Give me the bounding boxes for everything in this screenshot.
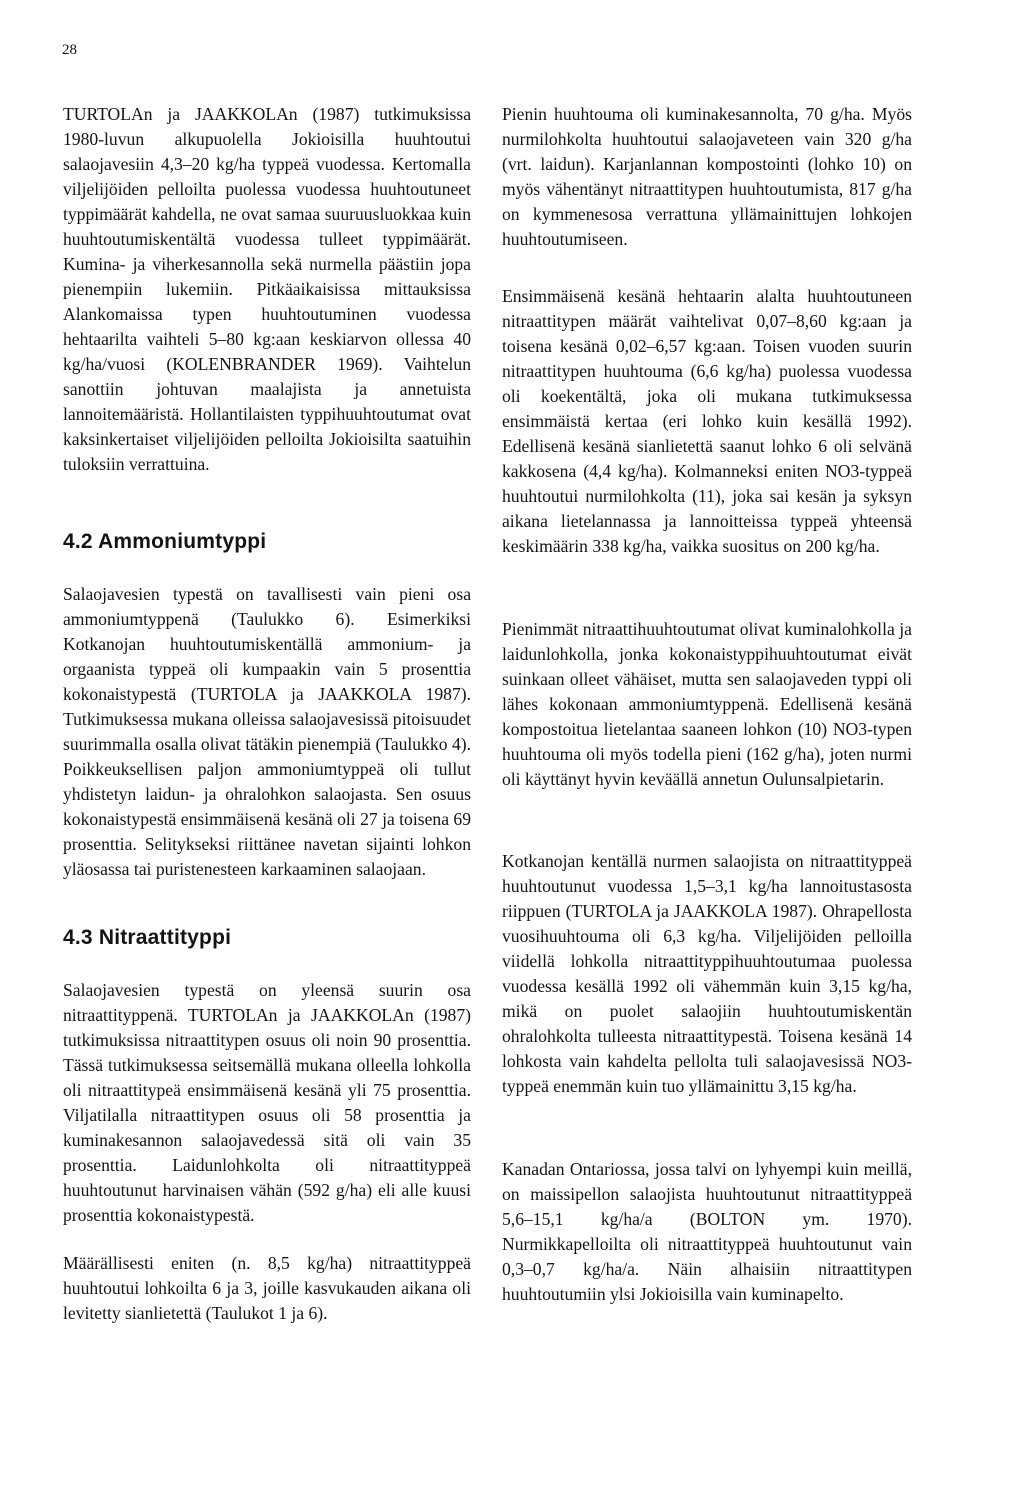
right-column	[502, 102, 912, 1307]
section-heading: 4.2 Ammoniumtyppi	[63, 530, 267, 553]
paragraph: Määrällisesti eniten (n. 8,5 kg/ha) nitraattityppeä huuhtoutui lohkoilta 6 ja 3, joille kasvukauden aikana oli levitetty sianlietettä (Taulukot 1 ja 6).	[63, 1253, 471, 1323]
paragraph: Salaojavesien typestä on yleensä suurin osa nitraattityppenä. TURTOLAn ja JAAKKOLAn (1987) tutkimuksissa nitraattitypen osuus oli noin 90 prosenttia. Tässä tutkimuksessa seitsemällä mukana olleella lohkolla oli nitraattitypeä ensimmäisenä kesänä yli 75 prosenttia. Viljatilalla nitraattitypen osuus oli 58 prosenttia ja kuminakesannon salaojavedessä sitä oli vain 35 prosenttia. Laidunlohkolta oli nitraattityppeä huuhtoutunut harvinaisen vähän (592 g/ha) eli alle kuusi prosenttia kokonaistypestä.	[63, 980, 471, 1225]
page-number: 28	[62, 42, 77, 58]
paragraph: Kotkanojan kentällä nurmen salaojista on nitraattityppeä huuhtoutunut vuodessa 1,5–3,1 kg/ha lannoitustasosta riippuen (TURTOLA ja JAAKKOLA 1987). Ohrapellosta vuosihuuhtouma oli 6,3 kg/ha. Viljelijöiden pelloilla viidellä lohkolla nitraattityppihuuhtoutumaa puolessa vuodessa kesällä 1992 oli vähemmän kuin 3,15 kg/ha, mikä on puolet salaojiin huuhtoutumiskentän ohralohkolta tulleesta nitraattitypestä. Toisena kesänä 14 lohkosta vain kahdelta pellolta tuli salaojavesissä NO3-typpeä enemmän kuin tuo yllämainittu 3,15 kg/ha.	[502, 851, 912, 1096]
paragraph: Pienimmät nitraattihuuhtoutumat olivat kuminalohkolla ja laidunlohkolla, jonka kokonaistyppihuuhtoutumat eivät suinkaan olleet vähäiset, mutta sen salaojaveden typpi oli lähes kokonaan ammoniumtyppenä. Edellisenä kesänä kompostoitua lietelantaa saaneen lohkon (10) NO3-typen huuhtouma oli myös todella pieni (162 g/ha), joten nurmi oli käyttänyt hyvin keväällä annetun Oulunsalpietarin.	[502, 619, 912, 789]
paragraph: Kanadan Ontariossa, jossa talvi on lyhyempi kuin meillä, on maissipellon salaojista huuhtoutunut nitraattityppeä 5,6–15,1 kg/ha/a (BOLTON ym. 1970). Nurmikkapelloilta oli nitraattityppeä huuhtoutunut vain 0,3–0,7 kg/ha/a. Näin alhaisiin nitraattitypen huuhtoutumiin ylsi Jokioisilla vain kuminapelto.	[502, 1159, 912, 1304]
paragraph: Ensimmäisenä kesänä hehtaarin alalta huuhtoutuneen nitraattitypen määrät vaihtelivat 0,07–8,60 kg:aan ja toisena kesänä 0,02–6,57 kg:aan. Toisen vuoden suurin nitraattitypen huuhtouma (6,6 kg/ha) puolessa vuodessa oli koekentältä, joka oli mukana tutkimuksessa ensimmäistä kertaa (eri lohko kuin kesällä 1992). Edellisenä kesänä sianlietettä saanut lohko 6 oli selvänä kakkosena (4,4 kg/ha). Kolmanneksi eniten NO3-typpeä huuhtoutui nurmilohkolta (11), joka sai kesän ja syksyn aikana lietelannassa ja lannoitteissa typpeä yhteensä keskimäärin 338 kg/ha, vaikka suositus on 200 kg/ha.	[502, 286, 912, 556]
section-heading: 4.3 Nitraattityppi	[63, 926, 232, 949]
paragraph: Pienin huuhtouma oli kuminakesannolta, 70 g/ha. Myös nurmilohkolta huuhtoutui salaojaveteen vain 320 g/ha (vrt. laidun). Karjanlannan kompostointi (lohko 10) on myös vähentänyt nitraattitypen huuhtoutumista, 817 g/ha on kymmenesosa verrattuna yllämainittujen lohkojen huuhtoutumiseen.	[502, 104, 912, 249]
paragraph: TURTOLAn ja JAAKKOLAn (1987) tutkimuksissa 1980-luvun alkupuolella Jokioisilla huuhtoutui salaojavesiin 4,3–20 kg/ha typpeä vuodessa. Kertomalla viljelijöiden pelloilta puolessa vuodessa huuhtoutuneet typpimäärät kahdella, ne ovat samaa suuruusluokkaa kuin huuhtoutumiskentältä vuodessa tulleet typpimäärät. Kumina- ja viherkesannolla sekä nurmella päästiin jopa pienempiin lukemiin. Pitkäaikaisissa mittauksissa Alankomaissa typen huuhtoutuminen vuodessa hehtaarilta vaihteli 5–80 kg:aan keskiarvon ollessa 40 kg/ha/vuosi (KOLENBRANDER 1969). Vaihtelun sanottiin johtuvan maalajista ja annetuista lannoitemääristä. Hollantilaisten typpihuuhtoutumat ovat kaksinkertaiset viljelijöiden pelloilta Jokioisilta saatuihin tuloksiin verrattuina.	[63, 104, 471, 474]
left-column	[63, 102, 471, 1326]
paragraph: Salaojavesien typestä on tavallisesti vain pieni osa ammoniumtyppenä (Taulukko 6). Esimerkiksi Kotkanojan huuhtoutumiskentällä ammonium- ja orgaanista typpeä oli kumpaakin vain 5 prosenttia kokonaistypestä (TURTOLA ja JAAKKOLA 1987). Tutkimuksessa mukana olleissa salaojavesissä pitoisuudet suurimmalla osalla olivat tätäkin pienempiä (Taulukko 4). Poikkeuksellisen paljon ammoniumtyppeä oli tullut yhdistetyn laidun- ja ohralohkon salaojasta. Sen osuus kokonaistypestä ensimmäisenä kesänä oli 27 ja toisena 69 prosenttia. Selitykseksi riittänee navetan sijainti lohkon yläosassa tai puristenesteen karkaaminen salaojaan.	[63, 584, 471, 879]
